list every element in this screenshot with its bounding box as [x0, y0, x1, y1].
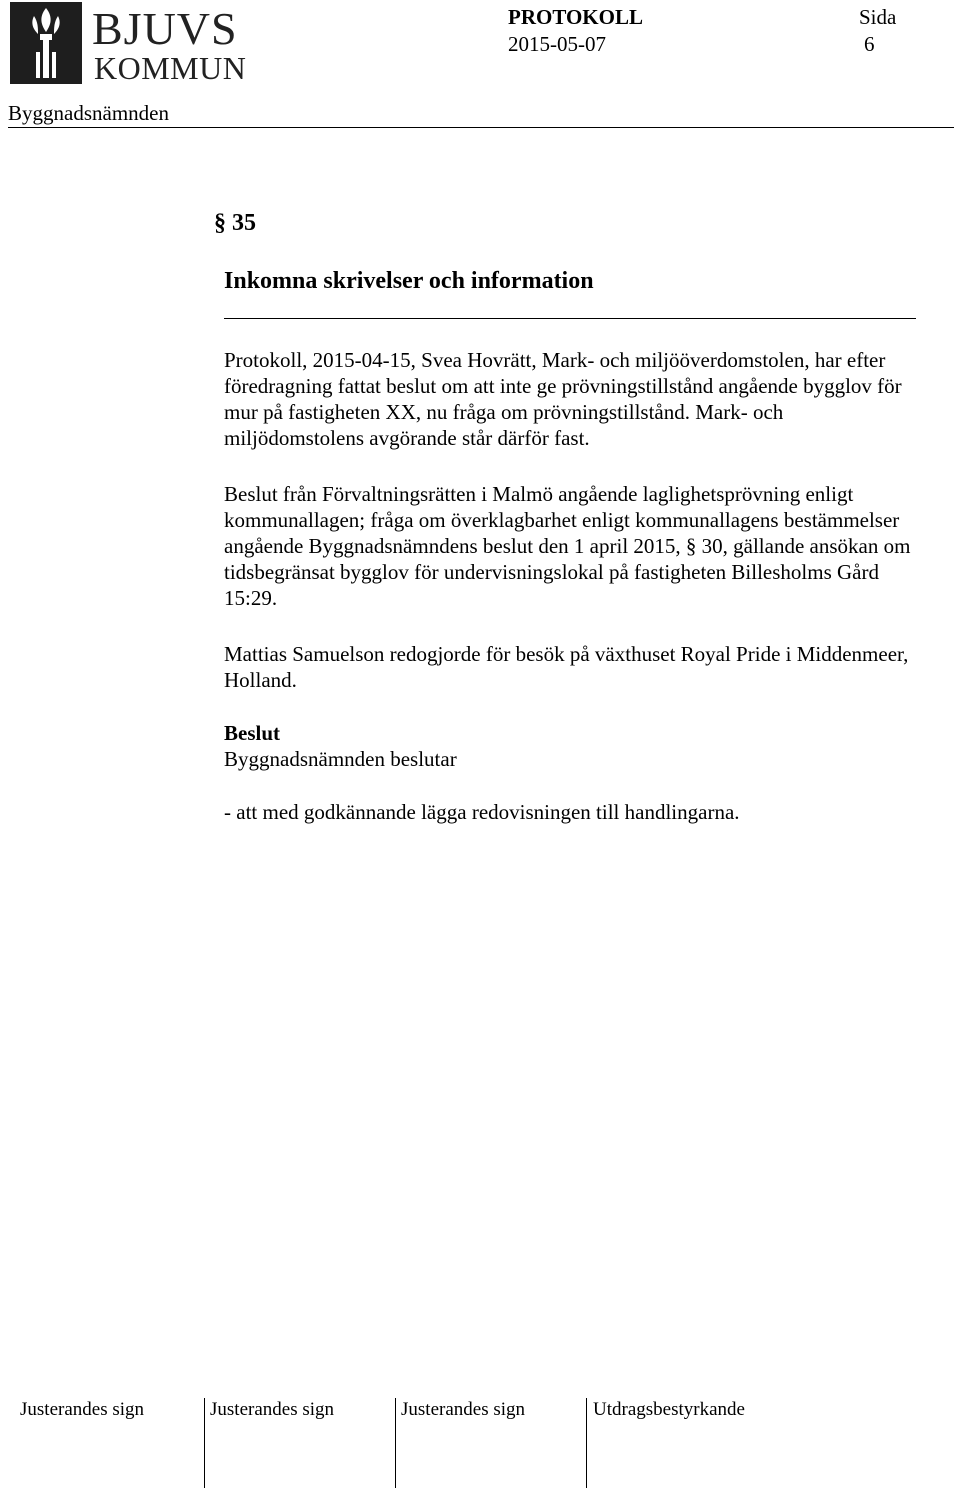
decision-text: - att med godkännande lägga redovisningen till handlingarna. — [224, 800, 740, 824]
signature-divider — [586, 1398, 587, 1488]
section-number: § 35 — [214, 210, 256, 236]
torch-emblem-icon — [8, 2, 88, 84]
paragraph-hovratt: Protokoll, 2015-04-15, Svea Hovrätt, Mark- och miljööverdomstolen, har efter föredragning fattat beslut om att inte ge prövningstillstånd angående bygglov för mur på fastigheten XX, nu fråga om prövningstillstånd. Mark- och miljödomstolens avgörande står därför fast. — [224, 348, 902, 450]
page-label: Sida — [859, 5, 897, 29]
logo-text-kommun: KOMMUN — [94, 50, 247, 86]
document-type: PROTOKOLL — [508, 5, 643, 29]
certification-field: Utdragsbestyrkande — [593, 1399, 745, 1420]
bjuvs-kommun-logo — [8, 2, 248, 84]
paragraph-forvaltningsratten: Beslut från Förvaltningsrätten i Malmö angående laglighetsprövning enligt kommunallagen; fråga om överklagbarhet enligt kommunallagens bestämmelser angående Byggnadsnämndens beslut den 1 april 2015, § 30, gällande ansökan om tidsbegränsat bygglov för undervisningslokal på fastigheten Billesholms Gård 15:29. — [224, 482, 911, 610]
heading-divider — [224, 318, 916, 319]
section-heading: Inkomna skrivelser och information — [224, 268, 594, 294]
logo-text-bjuvs: BJUVS — [92, 3, 238, 54]
decision-intro: Byggnadsnämnden beslutar — [224, 747, 457, 771]
page-number: 6 — [864, 32, 875, 56]
paragraph-study-visit: Mattias Samuelson redogjorde för besök på växthuset Royal Pride i Middenmeer, Holland. — [224, 642, 909, 692]
signature-field-3: Justerandes sign — [401, 1399, 526, 1420]
decision-label: Beslut — [224, 721, 281, 745]
document-date: 2015-05-07 — [508, 32, 606, 56]
signature-divider — [204, 1398, 205, 1488]
signature-field-2: Justerandes sign — [210, 1399, 335, 1420]
signature-divider — [395, 1398, 396, 1488]
header-divider — [8, 127, 954, 128]
department-name: Byggnadsnämnden — [8, 101, 169, 125]
signature-field-1: Justerandes sign — [20, 1399, 145, 1420]
